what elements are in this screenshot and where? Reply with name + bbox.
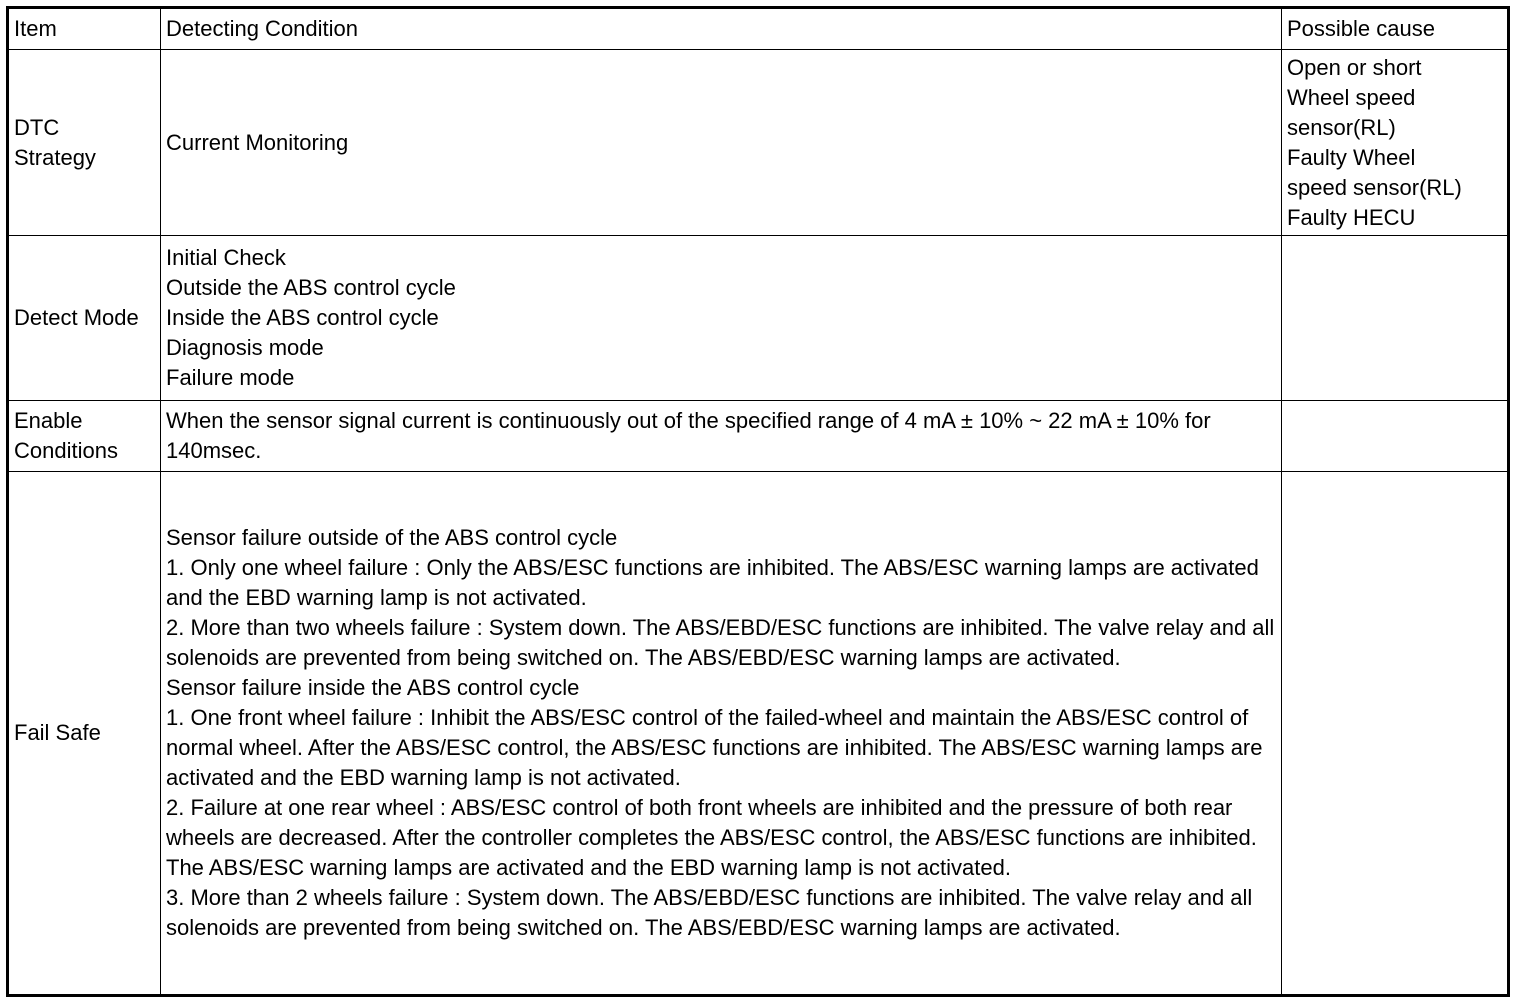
- dtc-strategy-condition: Current Monitoring: [161, 50, 1282, 236]
- table-row-dtc-strategy: [8, 50, 1509, 236]
- detect-mode-line: Failure mode: [166, 365, 295, 390]
- fail-safe-condition: [161, 472, 1282, 996]
- dtc-strategy-item-line: DTC: [14, 114, 60, 140]
- header-item: Item: [8, 8, 161, 50]
- fail-safe-item: Fail Safe: [8, 472, 161, 996]
- dtc-strategy-cause: [1282, 50, 1509, 236]
- detect-mode-cause: [1282, 236, 1509, 401]
- table-header-row: [8, 8, 1509, 50]
- detect-mode-line: Initial Check: [166, 245, 286, 270]
- detect-mode-item: Detect Mode: [8, 236, 161, 401]
- detect-mode-line: Inside the ABS control cycle: [166, 305, 439, 330]
- enable-conditions-cause: [1282, 401, 1509, 472]
- possible-cause-line: Faulty Wheel: [1287, 144, 1416, 170]
- fail-safe-paragraph: 1. Only one wheel failure : Only the ABS/ESC functions are inhibited. The ABS/ESC warning lamps are activated and the EBD warning lamp is not activated.: [166, 555, 1259, 610]
- header-detecting-condition: Detecting Condition: [161, 8, 1282, 50]
- detect-mode-condition: [161, 236, 1282, 401]
- fail-safe-paragraph: 2. More than two wheels failure : System down. The ABS/EBD/ESC functions are inhibited. The valve relay and all solenoids are prevented from being switched on. The ABS/EBD/ESC warning lamps are activated.: [166, 615, 1275, 670]
- possible-cause-line: speed sensor(RL): [1287, 174, 1462, 200]
- possible-cause-line: sensor(RL): [1287, 114, 1396, 140]
- fail-safe-paragraph: Sensor failure outside of the ABS control cycle: [166, 525, 618, 550]
- enable-conditions-condition: When the sensor signal current is continuously out of the specified range of 4 mA ± 10% ~ 22 mA ± 10% for 140msec.: [161, 401, 1282, 472]
- fail-safe-cause: [1282, 472, 1509, 996]
- possible-cause-line: Wheel speed: [1287, 84, 1416, 110]
- header-possible-cause: Possible cause: [1282, 8, 1509, 50]
- table-row-fail-safe: [8, 472, 1509, 996]
- detect-mode-line: Diagnosis mode: [166, 335, 324, 360]
- fail-safe-paragraph: 3. More than 2 wheels failure : System down. The ABS/EBD/ESC functions are inhibited. The valve relay and all solenoids are prevented from being switched on. The ABS/EBD/ESC warning lamps are activated.: [166, 885, 1253, 940]
- detect-mode-line: Outside the ABS control cycle: [166, 275, 456, 300]
- possible-cause-line: Faulty HECU: [1287, 204, 1416, 230]
- enable-conditions-item-line: Conditions: [14, 438, 118, 463]
- enable-conditions-item: [8, 401, 161, 472]
- fail-safe-paragraph: 1. One front wheel failure : Inhibit the ABS/ESC control of the failed-wheel and maintain the ABS/ESC control of normal wheel. After the ABS/ESC control, the ABS/ESC functions are inhibited. The ABS/ESC warning lamps are activated and the EBD warning lamp is not activated.: [166, 705, 1263, 790]
- fail-safe-paragraph: 2. Failure at one rear wheel : ABS/ESC control of both front wheels are inhibited and the pressure of both rear wheels are decreased. After the controller completes the ABS/ESC control, the ABS/ESC functions are inhibited. The ABS/ESC warning lamps are activated and the EBD warning lamp is not activated.: [166, 795, 1257, 880]
- dtc-strategy-item: [8, 50, 161, 236]
- fail-safe-paragraph: Sensor failure inside the ABS control cycle: [166, 675, 580, 700]
- dtc-detecting-condition-table: [6, 6, 1510, 997]
- possible-cause-line: Open or short: [1287, 54, 1422, 80]
- table-row-enable-conditions: [8, 401, 1509, 472]
- dtc-strategy-item-line: Strategy: [14, 144, 96, 170]
- table-row-detect-mode: [8, 236, 1509, 401]
- enable-conditions-item-line: Enable: [14, 408, 83, 433]
